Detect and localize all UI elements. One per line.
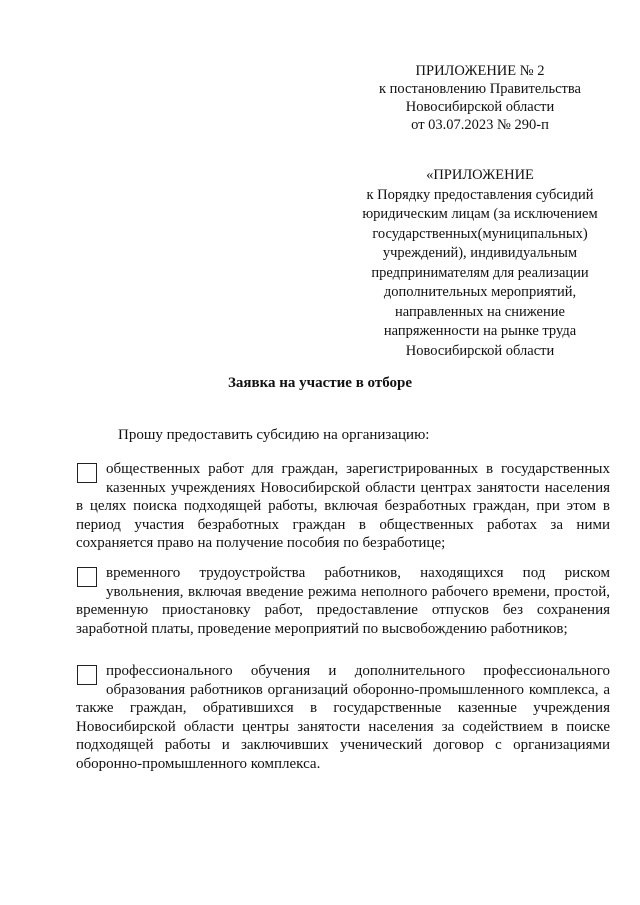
option-checkbox[interactable] — [77, 463, 97, 483]
appendix-line: к Порядку предоставления субсидий — [366, 186, 594, 203]
appendix-line: государственных(муниципальных) — [372, 225, 588, 242]
option-temporary-employment — [76, 564, 610, 638]
appendix-line: Новосибирской области — [405, 342, 555, 359]
decree-date-number: от 03.07.2023 № 290-п — [411, 117, 549, 133]
appendix-line: юридическим лицам (за исключением — [362, 206, 598, 222]
appendix-line: дополнительных мероприятий, — [383, 284, 577, 300]
decree-region: Новосибирской области — [405, 99, 555, 115]
appendix-line: учреждений), индивидуальным — [382, 245, 578, 261]
request-statement: Прошу предоставить субсидию на организацию: — [118, 427, 430, 443]
option-text: временного трудоустройства работников, находящихся под риском увольнения, включая введение режима неполного рабочего времени, простой, временную приостановку работ, предоставление отпусков без сохранения заработной платы, проведение мероприятий по высвобождению работников; — [76, 565, 610, 637]
form-title: Заявка на участие в отборе — [227, 375, 413, 391]
appendix-line: предпринимателям для реализации — [371, 264, 589, 281]
appendix-line: направленных на снижение — [395, 303, 565, 320]
appendix-line: «ПРИЛОЖЕНИЕ — [426, 167, 534, 183]
option-checkbox[interactable] — [77, 665, 97, 685]
option-public-works — [76, 460, 610, 553]
option-checkbox[interactable] — [77, 567, 97, 587]
decree-reference: к постановлению Правительства — [379, 81, 581, 97]
appendix-line: напряженности на рынке труда — [383, 323, 577, 339]
option-professional-training — [76, 662, 610, 774]
option-text: общественных работ для граждан, зарегистрированных в государственных казенных учреждениях Новосибирской области центрах занятости населения в целях поиска подходящей работы, включая безработных граждан, при этом в период участия безработных граждан в общественных работах за ними сохраняется право на получение пособия по безработице; — [76, 461, 610, 552]
decree-appendix-number: ПРИЛОЖЕНИЕ № 2 — [415, 63, 545, 79]
appendix-heading — [340, 166, 620, 361]
decree-header — [360, 62, 600, 134]
option-text: профессионального обучения и дополнительного профессионального образования работников организаций оборонно-промышленного комплекса, а также граждан, обратившихся в государственные казенные учреждения Новосибирской области центры занятости населения за содействием в поиске подходящей работы и заключивших ученический договор с организациями оборонно-промышленного комплекса. — [76, 663, 610, 772]
